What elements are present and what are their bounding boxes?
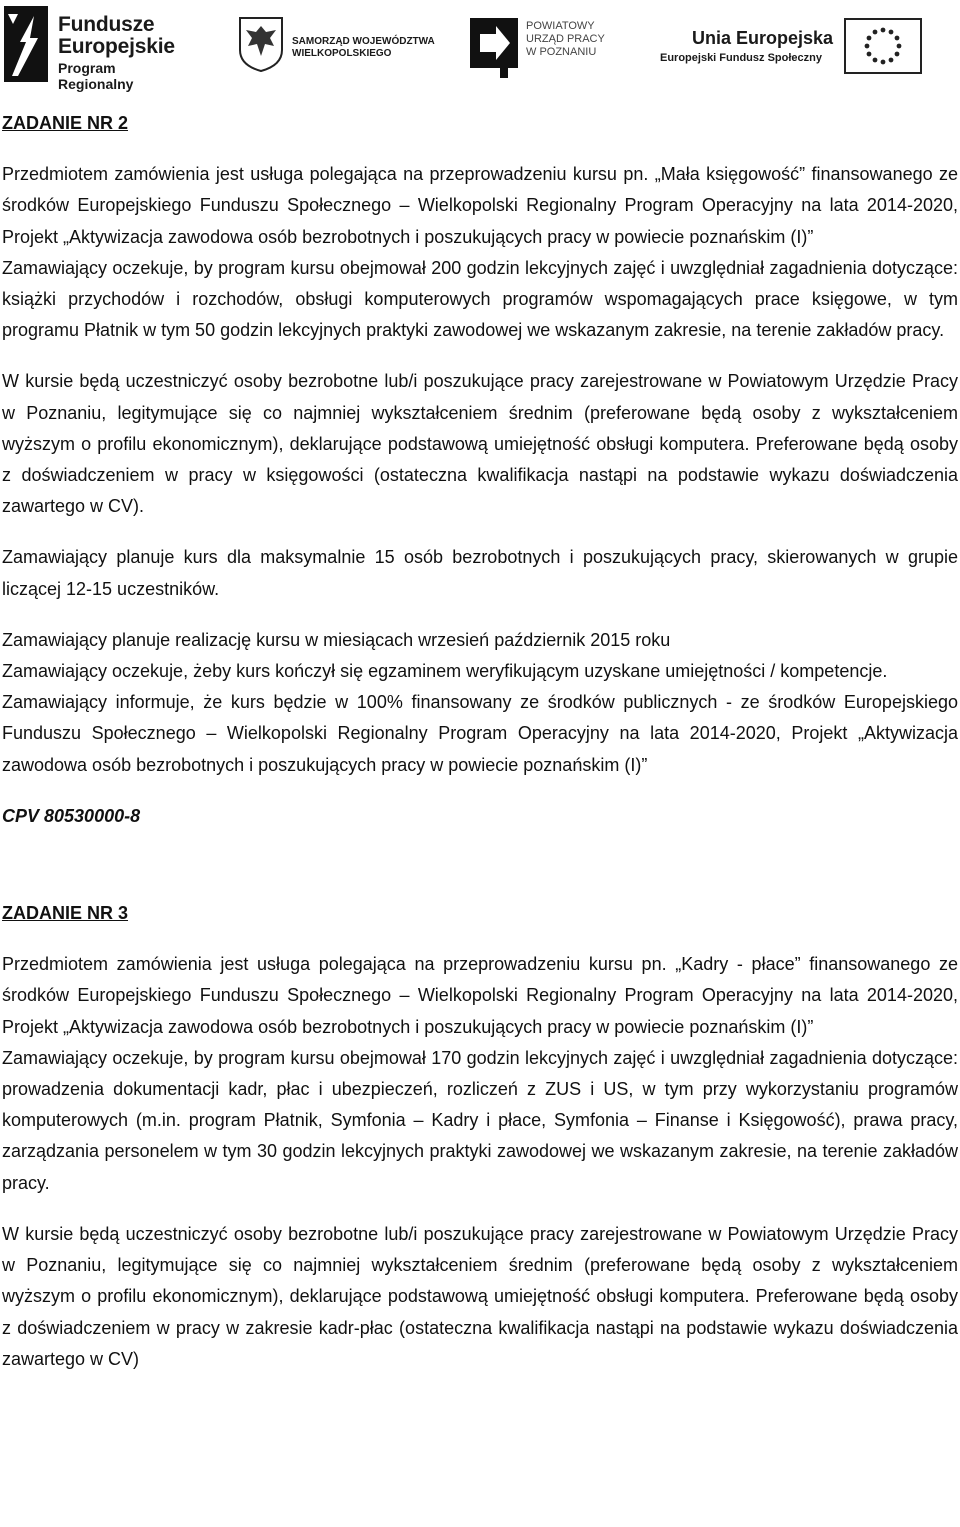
task2-program-paragraph: Zamawiający oczekuje, by program kursu obejmował 200 godzin lekcyjnych zajęć i uwzględniał zagadnienia dotyczące: książki przychodów i rozchodów, obsługi komputerowych programów wspomagających prace księgowe, w tym programu Płatnik w tym 50 godzin lekcyjnych praktyki zawodowej we wskazanym zakresie, na terenie zakładów pracy. xyxy=(2,257,958,341)
logo-bar xyxy=(0,0,960,90)
task3-heading: ZADANIE NR 3 xyxy=(2,903,129,924)
wlkp-line2: WIELKOPOLSKIEGO xyxy=(292,48,392,59)
task2-funding-paragraph: Zamawiający informuje, że kurs będzie w 100% finansowany ze środków publicznych - ze środków Europejskiego Funduszu Społecznego – Wielkopolski Regionalny Program Operacyjny na lata 2014-2020, Projekt „Aktywizacja zawodowa osób bezrobotnych i poszukujących pracy w powiecie poznańskim (I)” xyxy=(2,692,958,775)
fe-line3: Program Regionalny xyxy=(58,60,134,92)
fe-line1: Fundusze xyxy=(58,13,155,36)
task2-heading: ZADANIE NR 2 xyxy=(2,113,129,133)
task2-group-paragraph: Zamawiający planuje kurs dla maksymalnie 15 osób bezrobotnych i poszukujących pracy, skierowanych w grupie liczącej 12-15 uczestników. xyxy=(2,547,958,599)
wlkp-line1: SAMORZĄD WOJEWÓDZTWA xyxy=(292,36,435,47)
task2-cpv-code: CPV 80530000-8 xyxy=(2,805,141,826)
task3-subject-paragraph: Przedmiotem zamówienia jest usługa polegająca na przeprowadzeniu kursu pn. „Kadry - płace” finansowanego ze środków Europejskiego Funduszu Społecznego – Wielkopolski Regionalny Program Operacyjny na lata 2014-2020, Projekt „Aktywizacja zawodowa osób bezrobotnych i poszukujących pracy w powiecie poznańskim (I)” xyxy=(2,954,958,1037)
task2-participants-paragraph: W kursie będą uczestniczyć osoby bezrobotne lub/i poszukujące pracy zarejestrowane w Powiatowym Urzędzie Pracy w Poznaniu, legitymujące się co najmniej wykształceniem średnim (preferowane będą osoby z wykształceniem wyższym o profilu ekonomicznym), deklarujące podstawową umiejętność obsługi komputera. Preferowane będą osoby z doświadczeniem w pracy w księgowości (ostateczna kwalifikacja nastąpi na podstawie wykazu doświadczenia zawartego w CV). xyxy=(2,371,958,517)
pup-line3: W POZNANIU xyxy=(526,46,597,58)
ue-line2: Europejski Fundusz Społeczny xyxy=(660,52,822,64)
eagle-crest-icon xyxy=(238,16,284,72)
fundusze-europejskie-logo xyxy=(4,6,194,92)
task2-exam-paragraph: Zamawiający oczekuje, żeby kurs kończył się egzaminem weryfikującym uzyskane umiejętności / kompetencje. xyxy=(2,661,888,682)
ue-line1: Unia Europejska xyxy=(692,28,834,48)
task3-participants-paragraph: W kursie będą uczestniczyć osoby bezrobotne lub/i poszukujące pracy zarejestrowane w Powiatowym Urzędzie Pracy w Poznaniu, legitymujące się co najmniej wykształceniem średnim (preferowane będą osoby z wykształceniem wyższym o profilu ekonomicznym), deklarujące podstawową umiejętność obsługi komputera. Preferowane będą osoby z doświadczeniem w pracy w zakresie kadr-płac (ostateczna kwalifikacja nastąpi na podstawie wykazu doświadczenia zawartego w CV) xyxy=(2,1223,958,1369)
wielkopolska-logo xyxy=(238,6,438,82)
unia-europejska-logo xyxy=(660,6,930,82)
pup-line1: POWIATOWY xyxy=(526,20,595,32)
arrow-sign-icon xyxy=(470,18,518,78)
task2-subject-paragraph: Przedmiotem zamówienia jest usługa polegająca na przeprowadzeniu kursu pn. „Mała księgowość” finansowanego ze środków Europejskiego Funduszu Społecznego – Wielkopolski Regionalny Program Operacyjny na lata 2014-2020, Projekt „Aktywizacja zawodowa osób bezrobotnych i poszukujących pracy w powiecie poznańskim (I)” xyxy=(2,164,958,247)
task3-program-paragraph: Zamawiający oczekuje, by program kursu obejmował 170 godzin lekcyjnych zajęć i uwzględniał zagadnienia dotyczące: prowadzenia dokumentacji kadr, płac i ubezpieczeń, rozliczeń z ZUS i US, w tym przy wykorzystaniu programów komputerowych (m.in. program Płatnik, Symfonia – Kadry i płace, Symfonia – Finanse i Księgowość), prawa pracy, zarządzania personelem w tym 30 godzin lekcyjnych praktyki zawodowej we wskazanym zakresie, na terenie zakładów pracy. xyxy=(2,1047,958,1193)
pup-poznan-logo xyxy=(470,6,610,82)
document-body xyxy=(2,108,958,1375)
eu-flag-icon xyxy=(844,18,922,74)
pup-line2: URZĄD PRACY xyxy=(526,33,605,45)
fe-line2: Europejskie xyxy=(58,35,175,58)
task2-schedule-paragraph: Zamawiający planuje realizację kursu w miesiącach wrzesień październik 2015 roku xyxy=(2,629,671,650)
fe-star-icon xyxy=(4,6,48,82)
